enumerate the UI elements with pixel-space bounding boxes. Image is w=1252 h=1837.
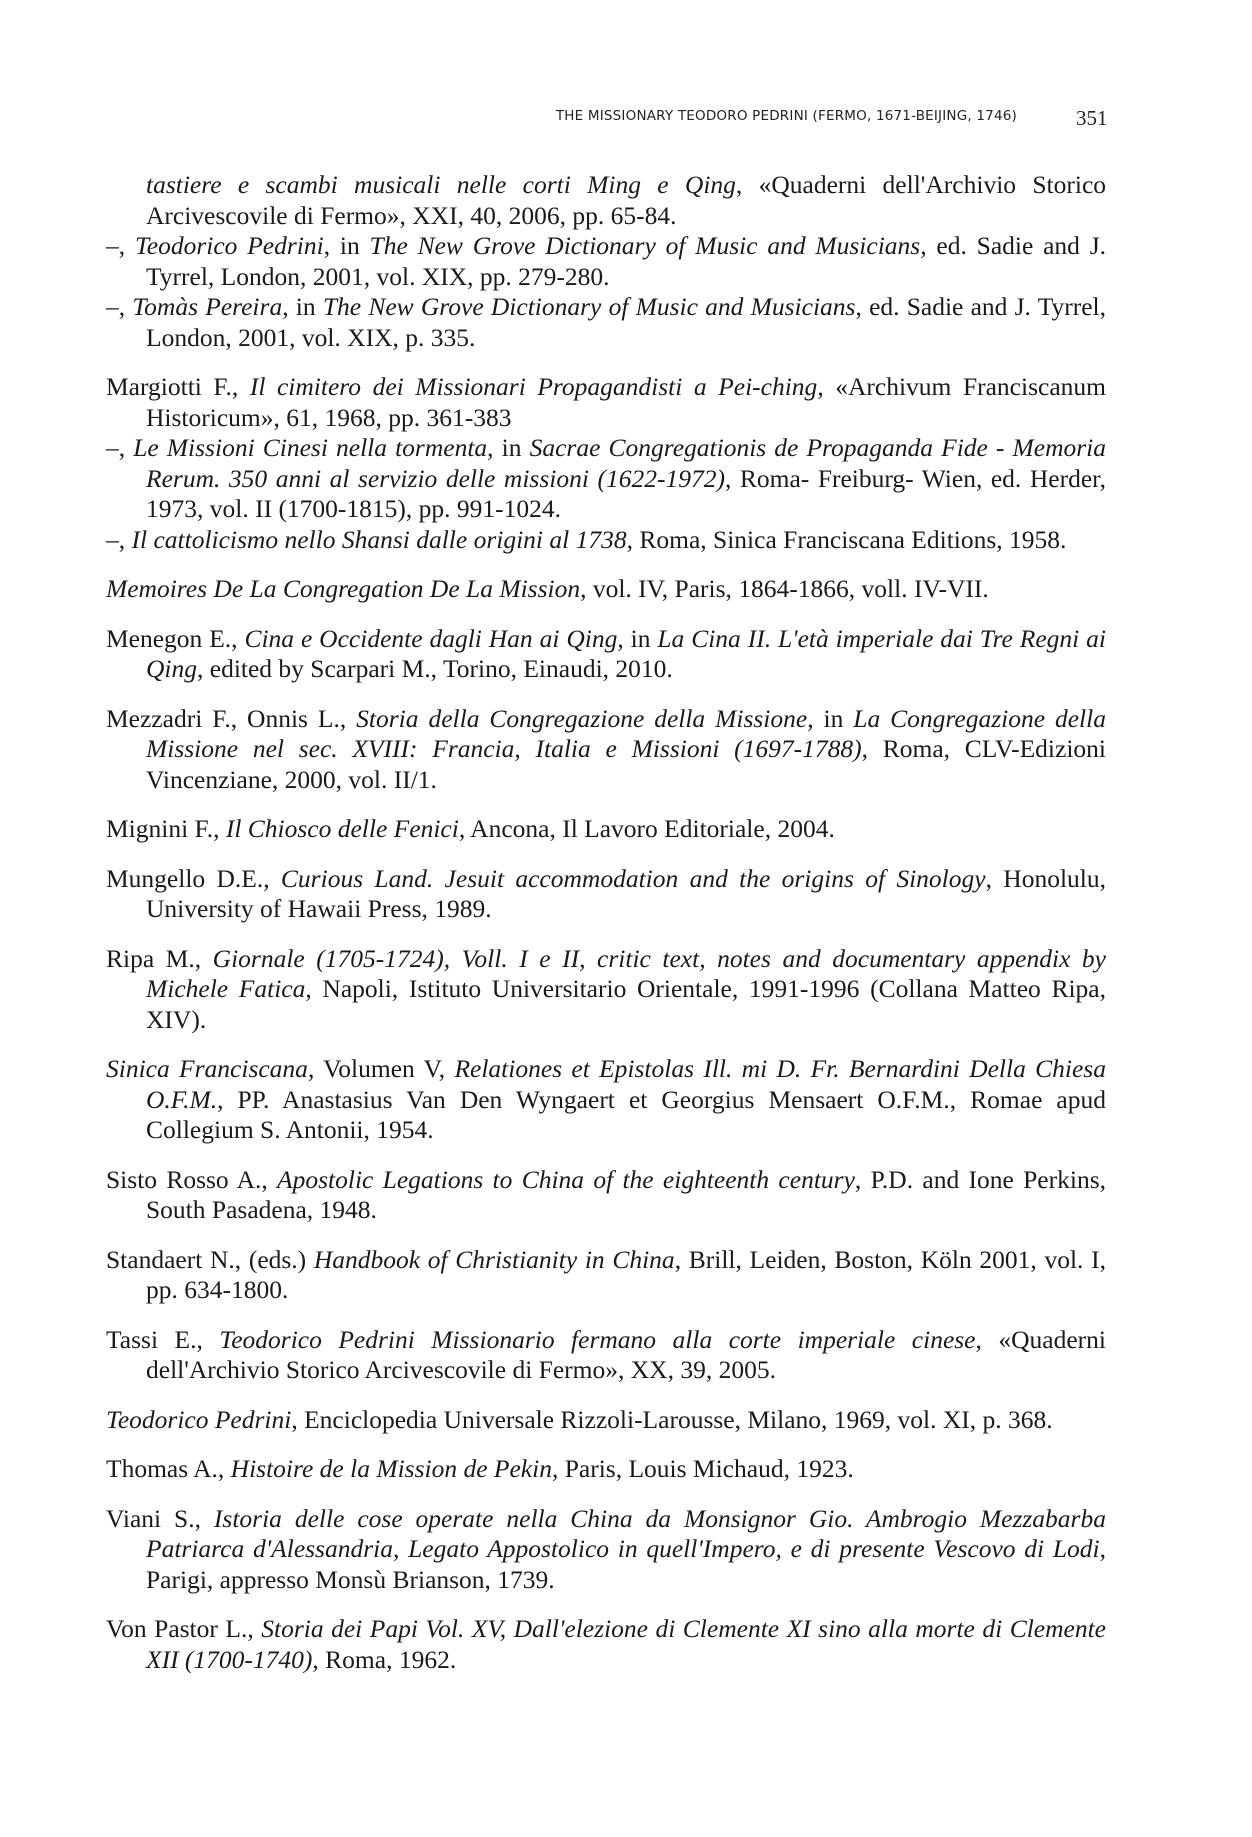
bibliography-entry xyxy=(106,1614,1106,1675)
entry-title: Giornale (1705-1724), Voll. I e II, critic text, notes and documentary appendix by Michele Fatica xyxy=(146,943,1106,1003)
entry-title: Curious Land. Jesuit accommodation and the origins of Sinology xyxy=(280,863,986,893)
entry-title: Memoires De La Congregation De La Mission xyxy=(106,574,581,603)
entry-text: , in xyxy=(487,433,530,462)
entry-text: Margiotti F., xyxy=(106,372,250,401)
entry-text: –, xyxy=(106,231,135,260)
entry-text: Ripa M., xyxy=(106,943,213,973)
entry-title: Sinica Franciscana xyxy=(106,1054,308,1083)
entry-text: , Brill, Leiden, Boston, Köln 2001, vol. I, pp. 634-1800. xyxy=(146,1244,1106,1304)
entry-text: , P.D. and Ione Perkins, South Pasadena, 1948. xyxy=(146,1164,1107,1224)
bibliography-entry xyxy=(106,624,1106,685)
entry-text: , «Archivum Franciscanum Historicum», 61, 1968, pp. 361-383 xyxy=(146,372,1106,432)
entry-title: Relationes et Epistolas Ill. mi D. Fr. Bernardini Della Chiesa O.F.M. xyxy=(146,1054,1106,1114)
entry-title: Le Missioni Cinesi nella tormenta xyxy=(133,433,488,462)
entry-text: –, xyxy=(106,433,134,462)
entry-text: Mignini F., xyxy=(106,814,226,843)
entry-title: Histoire de la Mission de Pekin xyxy=(230,1454,552,1483)
entry-title: Handbook of Christianity in China xyxy=(313,1244,675,1274)
bibliography-entry xyxy=(106,1054,1106,1146)
entry-title: Apostolic Legations to China of the eighteenth century xyxy=(277,1164,855,1194)
entry-text: , ed. Sadie and J. Tyrrel, London, 2001, vol. XIX, p. 335. xyxy=(146,292,1106,352)
entry-text: Mezzadri F., Onnis L., xyxy=(106,703,357,733)
entry-title: The New Grove Dictionary of Music and Musicians xyxy=(322,292,856,321)
entry-text: , edited by Scarpari M., Torino, Einaudi, 2010. xyxy=(197,654,673,683)
entry-text: , in xyxy=(323,231,370,260)
entry-title: La Cina II. L'età imperiale dai Tre Regni ai Qing xyxy=(146,623,1106,683)
entry-text: , Napoli, Istituto Universitario Orientale, 1991-1996 (Collana Matteo Ripa, XIV). xyxy=(146,974,1106,1034)
entry-text: , Ancona, Il Lavoro Editoriale, 2004. xyxy=(458,814,835,843)
entry-text: , in xyxy=(617,623,658,653)
entry-text: , «Quaderni dell'Archivio Storico Arcivescovile di Fermo», XXI, 40, 2006, pp. 65-84. xyxy=(146,170,1107,230)
bibliography-entry xyxy=(106,525,1106,556)
bibliography-entry xyxy=(106,1325,1106,1386)
entry-text: Sisto Rosso A., xyxy=(106,1164,278,1194)
entry-title: La Congregazione della Missione nel sec. XVIII: Francia, Italia e Missioni (1697-1788) xyxy=(146,703,1106,763)
entry-title: Il Chiosco delle Fenici xyxy=(225,814,459,843)
entry-title: tastiere e scambi musicali nelle corti Ming e Qing xyxy=(146,170,736,199)
entry-title: Sacrae Congregationis de Propaganda Fide - Memoria Rerum. 350 anni al servizio delle missioni (1622-1972) xyxy=(146,433,1107,493)
bibliography-entry xyxy=(106,814,1106,845)
entry-text: , vol. IV, Paris, 1864-1866, voll. IV-VII. xyxy=(580,574,989,603)
bibliography-entry xyxy=(106,170,1106,231)
entry-text: Standaert N., (eds.) xyxy=(106,1244,314,1274)
bibliography-entry xyxy=(106,704,1106,796)
entry-text: Menegon E., xyxy=(106,623,245,653)
entry-text: Mungello D.E., xyxy=(106,863,281,893)
entry-text: , Enciclopedia Universale Rizzoli-Larousse, Milano, 1969, vol. XI, p. 368. xyxy=(291,1404,1053,1434)
entry-title: Istoria delle cose operate nella China da Monsignor Gio. Ambrogio Mezzabarba Patriarca d'Alessandria, Legato Appostolico in quell'Impero, e di presente Vescovo di Lodi xyxy=(146,1503,1106,1563)
entry-title: Teodorico Pedrini Missionario fermano alla corte imperiale cinese xyxy=(219,1324,976,1354)
entry-text: , ed. Sadie and J. Tyrrel, London, 2001, vol. XIX, pp. 279-280. xyxy=(146,231,1107,291)
bibliography-entry xyxy=(106,1454,1106,1485)
entry-title: Teodorico Pedrini xyxy=(134,231,324,260)
bibliography-entry xyxy=(106,1504,1106,1596)
entry-text: , Roma- Freiburg- Wien, ed. Herder, 1973, vol. II (1700-1815), pp. 991-1024. xyxy=(146,463,1106,523)
bibliography-entry xyxy=(106,372,1106,433)
bibliography-entry xyxy=(106,1405,1106,1436)
entry-text: –, xyxy=(106,292,133,321)
entry-text: Thomas A., xyxy=(106,1454,231,1483)
entry-title: Il cattolicismo nello Shansi dalle origini al 1738 xyxy=(131,524,627,554)
entry-text: , Volumen V, xyxy=(307,1054,455,1083)
entry-title: Storia della Congregazione della Missione xyxy=(356,703,808,733)
entry-text: , in xyxy=(807,703,854,733)
bibliography-entry xyxy=(106,1245,1106,1306)
entry-text: Von Pastor L., xyxy=(106,1614,262,1643)
entry-title: Il cimitero dei Missionari Propagandisti a Pei-ching xyxy=(249,372,818,401)
bibliography-entry xyxy=(106,231,1106,292)
entry-text: , PP. Anastasius Van Den Wyngaert et Georgius Mensaert O.F.M., Romae apud Collegium S. Antonii, 1954. xyxy=(146,1084,1106,1144)
entry-text: Tassi E., xyxy=(106,1324,220,1354)
bibliography-entry xyxy=(106,864,1106,925)
entry-title: Tomàs Pereira xyxy=(132,292,283,321)
bibliography-entry xyxy=(106,292,1106,353)
bibliography-entry xyxy=(106,944,1106,1036)
entry-text: –, xyxy=(106,524,132,554)
bibliography-entry xyxy=(106,1165,1106,1226)
entry-text: Viani S., xyxy=(106,1503,214,1533)
entry-title: Storia dei Papi Vol. XV, Dall'elezione di Clemente XI sino alla morte di Clemente XII (1700-1740) xyxy=(146,1614,1106,1674)
entry-text: , Roma, 1962. xyxy=(312,1644,457,1674)
bibliography-entry xyxy=(106,433,1106,525)
entry-text: , «Quaderni dell'Archivio Storico Arcivescovile di Fermo», XX, 39, 2005. xyxy=(146,1324,1106,1384)
entry-text: , in xyxy=(282,292,323,321)
running-head: THE MISSIONARY TEODORO PEDRINI (FERMO, 1671-BEIJING, 1746) xyxy=(555,108,1017,124)
entry-text: , Roma, CLV-Edizioni Vincenziane, 2000, vol. II/1. xyxy=(146,734,1106,794)
entry-text: , Parigi, appresso Monsù Brianson, 1739. xyxy=(146,1534,1106,1594)
page-header xyxy=(0,104,1252,134)
bibliography-list xyxy=(106,170,1106,1675)
page-number: 351 xyxy=(1076,106,1108,130)
bibliography-entry xyxy=(106,574,1106,605)
entry-title: The New Grove Dictionary of Music and Musicians xyxy=(369,231,921,260)
entry-title: Cina e Occidente dagli Han ai Qing xyxy=(244,623,618,653)
entry-text: , Roma, Sinica Franciscana Editions, 1958. xyxy=(626,524,1067,554)
entry-text: , Paris, Louis Michaud, 1923. xyxy=(551,1454,854,1483)
entry-title: Teodorico Pedrini xyxy=(106,1404,292,1434)
entry-text: , Honolulu, University of Hawaii Press, 1989. xyxy=(146,863,1106,923)
